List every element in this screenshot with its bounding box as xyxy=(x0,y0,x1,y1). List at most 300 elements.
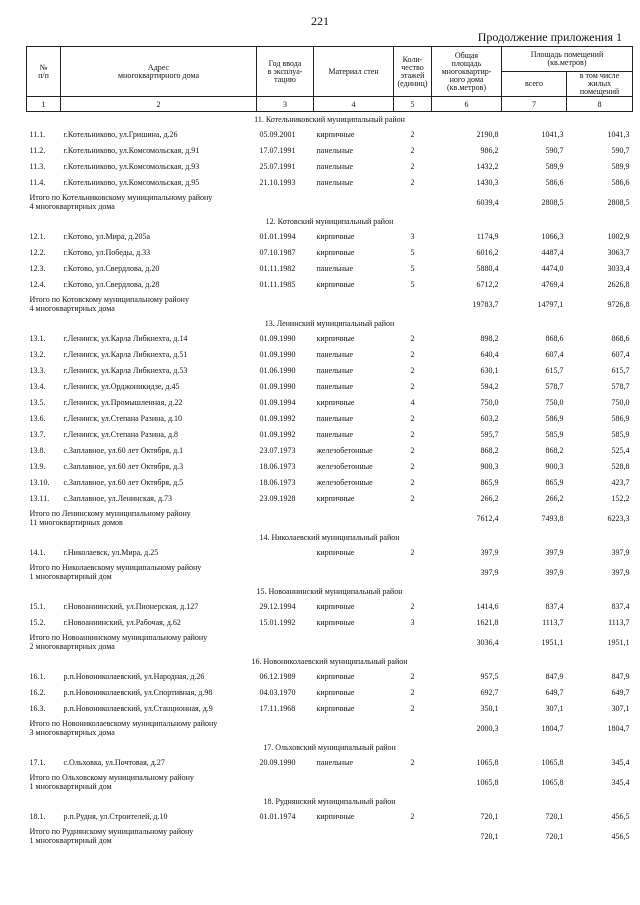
row-material: железобетонные xyxy=(316,477,373,487)
row-area-living: 423,7 xyxy=(611,477,630,487)
row-total-area: 986,2 xyxy=(480,145,499,155)
row-address: г.Котельниково, ул.Комсомольская, д.93 xyxy=(63,161,200,171)
row-address: г.Ленинск, ул.Промышленная, д.22 xyxy=(63,397,183,407)
row-year: 06.12.1989 xyxy=(259,671,296,681)
row-floors: 5 xyxy=(410,279,415,289)
table-row xyxy=(27,276,633,292)
row-floors: 2 xyxy=(410,757,415,767)
row-number: 13.10. xyxy=(29,477,50,487)
row-area-all: 586,6 xyxy=(545,177,564,187)
row-address: с.Заплавное, ул.60 лет Октября, д.5 xyxy=(63,477,184,487)
row-address: г.Ленинск, ул.Степана Разина, д.10 xyxy=(63,413,183,423)
row-area-living: 1113,7 xyxy=(608,617,630,627)
row-address: г.Котово, ул.Свердлова, д.28 xyxy=(63,279,160,289)
table-row xyxy=(27,126,633,142)
row-material: кирпичные xyxy=(316,247,355,257)
table-row xyxy=(27,362,633,378)
row-address: г.Котельниково, ул.Комсомольская, д.91 xyxy=(63,145,200,155)
district-total-label: Итого по Ленинскому муниципальному району 11 многоквартирных домов xyxy=(29,509,191,527)
row-number: 11.3. xyxy=(29,161,46,171)
row-number: 15.1. xyxy=(29,601,46,611)
row-floors: 2 xyxy=(410,687,415,697)
total-area-all: 1065,8 xyxy=(541,777,564,787)
table-row xyxy=(27,394,633,410)
row-address: г.Котово, ул.Свердлова, д.20 xyxy=(63,263,160,273)
row-area-all: 4474,0 xyxy=(541,263,564,273)
table-row xyxy=(27,142,633,158)
district-heading: 15. Новоаннинский муниципальный район xyxy=(256,586,403,596)
row-material: кирпичные xyxy=(316,129,355,139)
row-number: 11.4. xyxy=(29,177,46,187)
table-row xyxy=(27,174,633,190)
row-address: р.п.Новониколаевский, ул.Спортивная, д.98 xyxy=(63,687,213,697)
table-row xyxy=(27,668,633,684)
total-area-all: 1951,1 xyxy=(541,637,564,647)
row-address: г.Новоаннинский, ул.Пионерская, д.127 xyxy=(63,601,199,611)
table-row xyxy=(27,808,633,824)
district-total-row xyxy=(27,716,633,740)
row-material: панельные xyxy=(316,757,354,767)
row-area-all: 868,2 xyxy=(545,445,564,455)
row-material: панельные xyxy=(316,177,354,187)
total-area: 1065,8 xyxy=(476,777,499,787)
row-year: 07.10.1987 xyxy=(259,247,296,257)
row-area-living: 585,9 xyxy=(611,429,630,439)
column-number-row xyxy=(27,97,633,112)
row-floors: 2 xyxy=(410,547,415,557)
total-area-living: 456,5 xyxy=(611,831,630,841)
total-area-all: 397,9 xyxy=(545,567,564,577)
row-area-all: 1066,3 xyxy=(541,231,564,241)
district-total-row xyxy=(27,824,633,848)
row-material: кирпичные xyxy=(316,493,355,503)
header-area-living: в том числе жилых помещений xyxy=(567,72,633,97)
row-floors: 2 xyxy=(410,493,415,503)
row-floors: 2 xyxy=(410,671,415,681)
row-floors: 2 xyxy=(410,177,415,187)
row-floors: 2 xyxy=(410,365,415,375)
row-number: 13.7. xyxy=(29,429,46,439)
row-year: 01.01.1994 xyxy=(259,231,296,241)
row-number: 13.4. xyxy=(29,381,46,391)
district-total-label: Итого по Руднянскому муниципальному району 1 многоквартирный дом xyxy=(29,827,194,845)
row-year: 17.11.1968 xyxy=(259,703,296,713)
row-year: 01.09.1990 xyxy=(259,381,296,391)
row-floors: 2 xyxy=(410,703,415,713)
housing-register-table xyxy=(26,46,633,848)
row-address: г.Ленинск, ул.Карла Либкнехта, д.53 xyxy=(63,365,188,375)
row-year: 01.11.1982 xyxy=(259,263,296,273)
row-area-living: 586,6 xyxy=(611,177,630,187)
table-row xyxy=(27,228,633,244)
row-material: кирпичные xyxy=(316,617,355,627)
total-area: 19783,7 xyxy=(472,299,499,309)
row-material: железобетонные xyxy=(316,445,373,455)
row-area-all: 837,4 xyxy=(545,601,564,611)
total-area-all: 1804,7 xyxy=(541,723,564,733)
row-number: 18.1. xyxy=(29,811,46,821)
row-area-living: 307,1 xyxy=(611,703,630,713)
row-total-area: 898,2 xyxy=(480,333,499,343)
row-material: кирпичные xyxy=(316,687,355,697)
row-area-all: 720,1 xyxy=(545,811,564,821)
table-row xyxy=(27,410,633,426)
row-total-area: 5880,4 xyxy=(476,263,499,273)
row-floors: 2 xyxy=(410,811,415,821)
row-area-all: 585,9 xyxy=(545,429,564,439)
row-year: 01.11.1985 xyxy=(259,279,296,289)
total-area: 2000,3 xyxy=(476,723,499,733)
total-area: 397,9 xyxy=(480,567,499,577)
district-heading-row xyxy=(27,584,633,598)
row-number: 16.3. xyxy=(29,703,46,713)
page-number: 221 xyxy=(311,14,329,28)
row-material: кирпичные xyxy=(316,547,355,557)
row-area-living: 837,4 xyxy=(611,601,630,611)
total-area: 3036,4 xyxy=(476,637,499,647)
row-floors: 2 xyxy=(410,601,415,611)
row-area-all: 615,7 xyxy=(545,365,564,375)
row-material: кирпичные xyxy=(316,231,355,241)
row-material: кирпичные xyxy=(316,279,355,289)
row-number: 12.1. xyxy=(29,231,46,241)
row-material: кирпичные xyxy=(316,601,355,611)
row-floors: 2 xyxy=(410,145,415,155)
row-year: 21.10.1993 xyxy=(259,177,296,187)
row-material: кирпичные xyxy=(316,397,355,407)
table-row xyxy=(27,598,633,614)
row-area-living: 397,9 xyxy=(611,547,630,557)
total-area-all: 7493,8 xyxy=(541,513,564,523)
row-year: 04.03.1970 xyxy=(259,687,296,697)
row-address: г.Ленинск, ул.Карла Либкнехта, д.51 xyxy=(63,349,188,359)
district-heading-row xyxy=(27,112,633,127)
row-area-all: 266,2 xyxy=(545,493,564,503)
row-material: панельные xyxy=(316,161,354,171)
table-row xyxy=(27,442,633,458)
row-area-all: 578,7 xyxy=(545,381,564,391)
total-area: 7612,4 xyxy=(476,513,499,523)
row-material: панельные xyxy=(316,365,354,375)
total-area-living: 9726,8 xyxy=(607,299,630,309)
district-heading: 14. Николаевский муниципальный район xyxy=(259,532,400,542)
row-total-area: 692,7 xyxy=(480,687,499,697)
row-address: г.Котельниково, ул.Гришина, д.26 xyxy=(63,129,178,139)
district-total-row xyxy=(27,560,633,584)
total-area-living: 1804,7 xyxy=(607,723,630,733)
district-heading: 16. Новониколаевский муниципальный район xyxy=(251,656,408,666)
row-area-living: 607,4 xyxy=(611,349,630,359)
row-year: 20.09.1990 xyxy=(259,757,296,767)
row-year: 29.12.1994 xyxy=(259,601,296,611)
row-number: 12.2. xyxy=(29,247,46,257)
total-area-living: 6223,3 xyxy=(607,513,630,523)
column-number: 2 xyxy=(61,97,257,112)
row-area-all: 589,9 xyxy=(545,161,564,171)
row-total-area: 6016,2 xyxy=(476,247,499,257)
row-material: железобетонные xyxy=(316,461,373,471)
district-total-label: Итого по Новониколаевскому муниципальному району 3 многоквартирных дома xyxy=(29,719,218,737)
row-area-all: 847,9 xyxy=(545,671,564,681)
row-number: 13.11. xyxy=(29,493,50,503)
row-total-area: 957,5 xyxy=(480,671,499,681)
row-total-area: 640,4 xyxy=(480,349,499,359)
row-area-all: 900,3 xyxy=(545,461,564,471)
row-area-living: 152,2 xyxy=(611,493,630,503)
total-area-living: 1951,1 xyxy=(607,637,630,647)
table-row xyxy=(27,614,633,630)
row-total-area: 1430,3 xyxy=(476,177,499,187)
row-address: с.Заплавное, ул.Ленинская, д.73 xyxy=(63,493,173,503)
header-address: Адрес многоквартирного дома xyxy=(61,47,257,97)
row-year: 18.06.1973 xyxy=(259,477,296,487)
district-heading: 13. Ленинский муниципальный район xyxy=(264,318,395,328)
row-year: 01.09.1990 xyxy=(259,333,296,343)
district-total-row xyxy=(27,292,633,316)
column-number: 5 xyxy=(394,97,432,112)
row-address: р.п.Новониколаевский, ул.Станционная, д.9 xyxy=(63,703,213,713)
district-total-row xyxy=(27,506,633,530)
row-year: 23.07.1973 xyxy=(259,445,296,455)
row-area-living: 589,9 xyxy=(611,161,630,171)
total-area-living: 2808,5 xyxy=(607,197,630,207)
row-number: 13.8. xyxy=(29,445,46,455)
row-year: 18.06.1973 xyxy=(259,461,296,471)
row-floors: 2 xyxy=(410,429,415,439)
row-material: панельные xyxy=(316,145,354,155)
row-area-living: 528,8 xyxy=(611,461,630,471)
row-number: 16.1. xyxy=(29,671,46,681)
row-area-all: 4769,4 xyxy=(541,279,564,289)
row-material: панельные xyxy=(316,429,354,439)
row-area-living: 649,7 xyxy=(611,687,630,697)
row-total-area: 868,2 xyxy=(480,445,499,455)
row-area-living: 1002,9 xyxy=(607,231,630,241)
row-area-living: 456,5 xyxy=(611,811,630,821)
row-floors: 2 xyxy=(410,445,415,455)
table-row xyxy=(27,244,633,260)
row-year: 01.01.1974 xyxy=(259,811,296,821)
column-number: 4 xyxy=(314,97,394,112)
row-area-all: 868,6 xyxy=(545,333,564,343)
row-number: 15.2. xyxy=(29,617,46,627)
district-total-label: Итого по Ольховскому муниципальному району 1 многоквартирный дом xyxy=(29,773,194,791)
row-material: кирпичные xyxy=(316,333,355,343)
row-floors: 3 xyxy=(410,231,415,241)
district-heading-row xyxy=(27,740,633,754)
row-area-living: 3063,7 xyxy=(607,247,630,257)
table-body xyxy=(27,112,633,849)
row-total-area: 1174,9 xyxy=(476,231,499,241)
district-heading: 11. Котельниковский муниципальный район xyxy=(254,114,405,124)
table-row xyxy=(27,544,633,560)
row-area-living: 615,7 xyxy=(611,365,630,375)
total-area: 6039,4 xyxy=(476,197,499,207)
district-total-label: Итого по Котовскому муниципальному району 4 многоквартирных дома xyxy=(29,295,189,313)
row-floors: 2 xyxy=(410,129,415,139)
table-row xyxy=(27,158,633,174)
row-material: панельные xyxy=(316,381,354,391)
header-area-all: всего xyxy=(502,72,567,97)
total-area-living: 397,9 xyxy=(611,567,630,577)
row-area-all: 865,9 xyxy=(545,477,564,487)
row-floors: 2 xyxy=(410,161,415,171)
row-material: кирпичные xyxy=(316,811,355,821)
row-number: 12.3. xyxy=(29,263,46,273)
row-area-all: 649,7 xyxy=(545,687,564,697)
table-row xyxy=(27,700,633,716)
table-row xyxy=(27,260,633,276)
row-area-living: 525,4 xyxy=(611,445,630,455)
district-total-row xyxy=(27,190,633,214)
district-heading: 17. Ольховский муниципальный район xyxy=(263,742,396,752)
district-heading: 12. Котовский муниципальный район xyxy=(265,216,394,226)
row-area-all: 307,1 xyxy=(545,703,564,713)
row-material: кирпичные xyxy=(316,703,355,713)
row-number: 13.5. xyxy=(29,397,46,407)
continuation-caption: Продолжение приложения 1 xyxy=(477,30,622,44)
district-total-label: Итого по Котельниковскому муниципальному району 4 многоквартирных дома xyxy=(29,193,213,211)
row-floors: 4 xyxy=(410,397,415,407)
row-number: 13.1. xyxy=(29,333,46,343)
header-floors: Коли- чество этажей (единиц) xyxy=(394,47,432,97)
row-total-area: 750,0 xyxy=(480,397,499,407)
row-area-living: 847,9 xyxy=(611,671,630,681)
row-total-area: 2190,8 xyxy=(476,129,499,139)
row-area-all: 590,7 xyxy=(545,145,564,155)
row-area-all: 1065,8 xyxy=(541,757,564,767)
row-area-all: 4487,4 xyxy=(541,247,564,257)
row-area-all: 1113,7 xyxy=(542,617,564,627)
row-total-area: 594,2 xyxy=(480,381,499,391)
row-total-area: 630,1 xyxy=(480,365,499,375)
row-address: с.Заплавное, ул.60 лет Октября, д.1 xyxy=(63,445,184,455)
row-area-all: 750,0 xyxy=(545,397,564,407)
row-material: панельные xyxy=(316,349,354,359)
row-floors: 2 xyxy=(410,413,415,423)
row-floors: 3 xyxy=(410,617,415,627)
row-area-all: 397,9 xyxy=(545,547,564,557)
row-area-living: 578,7 xyxy=(611,381,630,391)
row-year xyxy=(257,544,314,560)
row-address: р.п.Рудня, ул.Строителей, д.10 xyxy=(63,811,168,821)
table-row xyxy=(27,330,633,346)
table-row xyxy=(27,684,633,700)
row-number: 13.2. xyxy=(29,349,46,359)
row-total-area: 720,1 xyxy=(480,811,499,821)
total-area-all: 720,1 xyxy=(545,831,564,841)
row-floors: 5 xyxy=(410,247,415,257)
row-total-area: 603,2 xyxy=(480,413,499,423)
row-address: г.Новоаннинский, ул.Рабочая, д.62 xyxy=(63,617,181,627)
row-year: 01.09.1992 xyxy=(259,413,296,423)
header-area-group: Площадь помещений (кв.метров) xyxy=(502,47,633,72)
row-address: г.Котельниково, ул.Комсомольская, д.95 xyxy=(63,177,200,187)
row-year: 17.07.1991 xyxy=(259,145,296,155)
row-total-area: 900,3 xyxy=(480,461,499,471)
district-total-label: Итого по Новоаннинскому муниципальному району 2 многоквартирных дома xyxy=(29,633,208,651)
column-number: 1 xyxy=(27,97,61,112)
district-total-row xyxy=(27,630,633,654)
row-number: 11.2. xyxy=(29,145,46,155)
row-total-area: 397,9 xyxy=(480,547,499,557)
row-floors: 2 xyxy=(410,333,415,343)
row-address: р.п.Новониколаевский, ул.Народная, д.26 xyxy=(63,671,205,681)
district-heading-row xyxy=(27,530,633,544)
total-area: 720,1 xyxy=(480,831,499,841)
table-row xyxy=(27,378,633,394)
row-area-living: 750,0 xyxy=(611,397,630,407)
row-total-area: 865,9 xyxy=(480,477,499,487)
row-floors: 2 xyxy=(410,477,415,487)
row-area-living: 3033,4 xyxy=(607,263,630,273)
table-row xyxy=(27,474,633,490)
row-year: 15.01.1992 xyxy=(259,617,296,627)
row-total-area: 6712,2 xyxy=(476,279,499,289)
row-area-living: 868,6 xyxy=(611,333,630,343)
district-total-label: Итого по Николаевскому муниципальному району 1 многоквартирный дом xyxy=(29,563,202,581)
header-number: № п/п xyxy=(27,47,61,97)
row-total-area: 1065,8 xyxy=(476,757,499,767)
row-year: 01.09.1992 xyxy=(259,429,296,439)
row-address: г.Котово, ул.Мира, д.205а xyxy=(63,231,151,241)
total-area-living: 345,4 xyxy=(611,777,630,787)
row-number: 16.2. xyxy=(29,687,46,697)
row-area-living: 1041,3 xyxy=(607,129,630,139)
row-area-living: 586,9 xyxy=(611,413,630,423)
district-heading-row xyxy=(27,316,633,330)
header-total-area: Общая площадь многоквартир- ного дома (кв.метров) xyxy=(432,47,502,97)
column-number: 6 xyxy=(432,97,502,112)
row-number: 11.1. xyxy=(29,129,46,139)
row-floors: 5 xyxy=(410,263,415,273)
district-heading-row xyxy=(27,214,633,228)
row-floors: 2 xyxy=(410,349,415,359)
table-row xyxy=(27,346,633,362)
row-address: г.Ленинск, ул.Карла Либкнехта, д.14 xyxy=(63,333,188,343)
row-material: панельные xyxy=(316,263,354,273)
row-number: 13.3. xyxy=(29,365,46,375)
row-year: 01.09.1990 xyxy=(259,349,296,359)
row-number: 17.1. xyxy=(29,757,46,767)
header-year: Год ввода в эксплуа- тацию xyxy=(257,47,314,97)
district-heading-row xyxy=(27,654,633,668)
row-total-area: 1414,6 xyxy=(476,601,499,611)
row-number: 14.1. xyxy=(29,547,46,557)
row-address: г.Николаевск, ул.Мира, д.25 xyxy=(63,547,159,557)
row-area-living: 590,7 xyxy=(611,145,630,155)
row-year: 25.07.1991 xyxy=(259,161,296,171)
district-heading-row xyxy=(27,794,633,808)
row-material: панельные xyxy=(316,413,354,423)
row-area-all: 586,9 xyxy=(545,413,564,423)
row-floors: 2 xyxy=(410,461,415,471)
row-material: кирпичные xyxy=(316,671,355,681)
row-total-area: 1621,8 xyxy=(476,617,499,627)
total-area-all: 14797,1 xyxy=(537,299,564,309)
row-address: с.Ольховка, ул.Почтовая, д.27 xyxy=(63,757,165,767)
row-address: г.Ленинск, ул.Орджоникидзе, д.45 xyxy=(63,381,180,391)
column-number: 3 xyxy=(257,97,314,112)
row-number: 13.9. xyxy=(29,461,46,471)
row-total-area: 266,2 xyxy=(480,493,499,503)
row-year: 01.09.1994 xyxy=(259,397,296,407)
table-row xyxy=(27,490,633,506)
row-total-area: 350,1 xyxy=(480,703,499,713)
row-area-living: 345,4 xyxy=(611,757,630,767)
total-area-all: 2808,5 xyxy=(541,197,564,207)
row-address: с.Заплавное, ул.60 лет Октября, д.3 xyxy=(63,461,184,471)
